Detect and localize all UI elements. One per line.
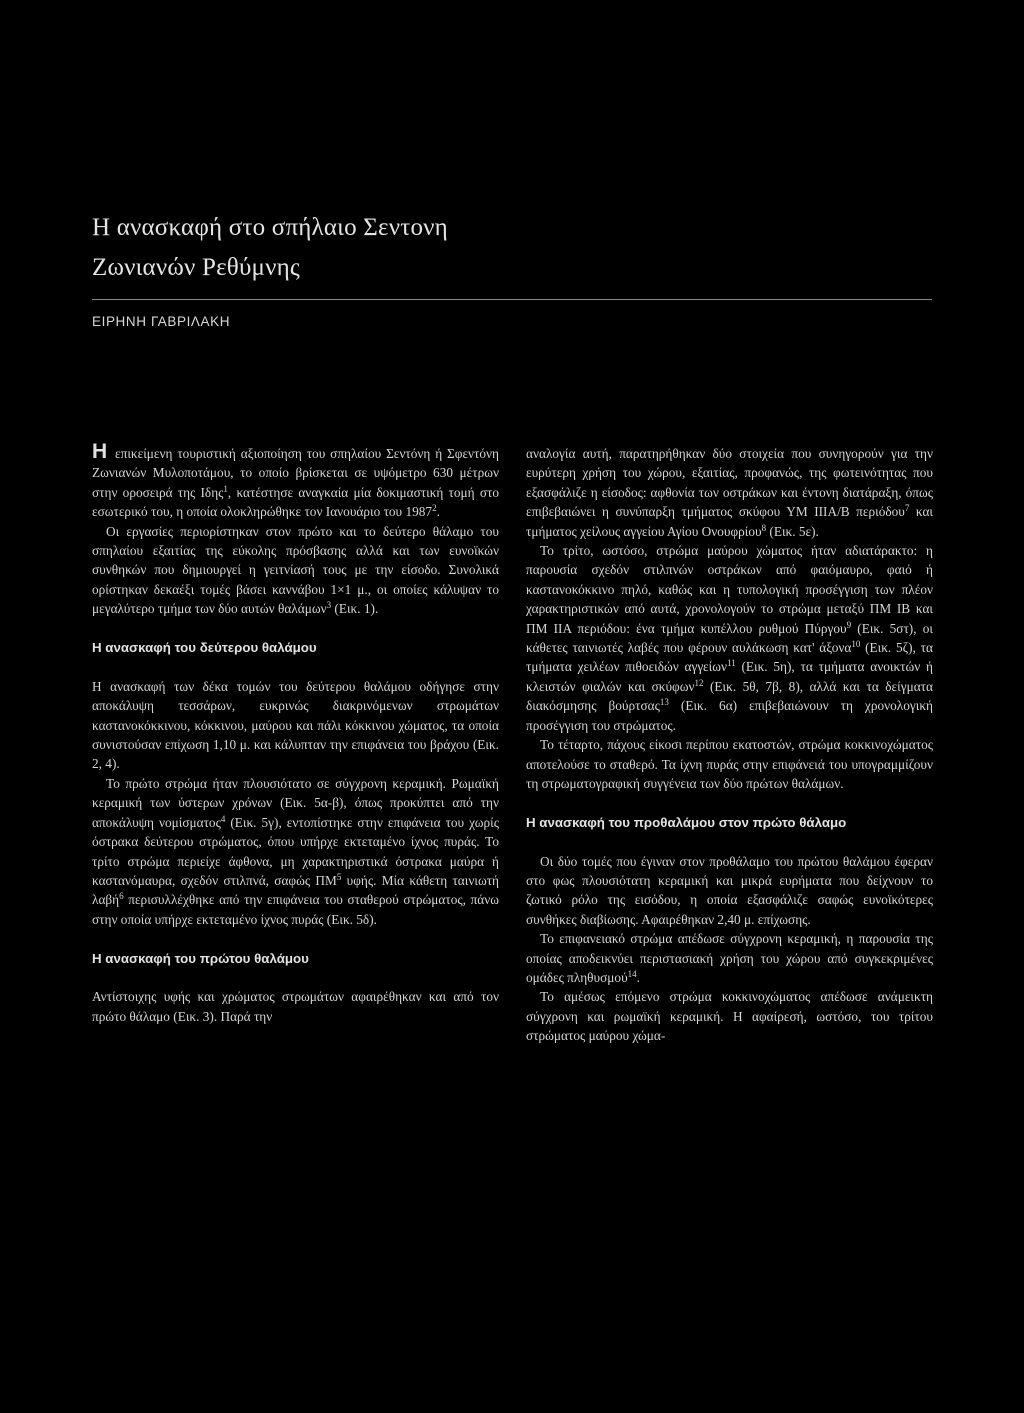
footnote-ref: 5: [336, 871, 342, 882]
drop-cap: Η: [92, 440, 108, 463]
footnote-ref: 1: [223, 483, 228, 494]
text-run: (Εικ. 5ζ), τα τμήματα χειλέων πιθοειδών αγγείων: [526, 640, 933, 675]
text-run: Το τρίτο, ωστόσο, στρώμα μαύρου χώματος ήταν αδιατάρακτο: η παρουσία σχεδόν στιλπνών οστράκων από φαιόμαυρο, φαιό ή καστανοκόκκινο πηλό, καθώς και η τυπολογική προσέγγιση των πλέον χαρακτηριστικών από αυτά, χρονολογούν το στρώμα μεταξύ ΠΜ ΙΒ και ΠΜ ΙΙΑ περιόδου: ένα τμήμα κυπέλλου ρυθμού Πύργου: [526, 543, 933, 636]
paragraph: [526, 929, 933, 987]
footnote-ref: 14: [627, 968, 637, 979]
footnote-ref: 2: [432, 503, 437, 514]
paragraph: Η ανασκαφή των δέκα τομών του δεύτερου θαλάμου οδήγησε στην αποκάλυψη τεσσάρων, ευκρινώς διακρινόμενων στρωμάτων καστανοκόκκινου, κόκκινου, μαύρου και πάλι κόκκινου χώματος, τα οποία συνιστούσαν επίχωση 1,10 μ. και κάλυπταν την επιφάνεια του βράχου (Εικ. 2, 4).: [92, 678, 499, 772]
spacer: [526, 793, 933, 812]
section-heading: Η ανασκαφή του πρώτου θαλάμου: [92, 950, 309, 966]
paragraph: Αντίστοιχης υφής και χρώματος στρωμάτων αφαιρέθηκαν και από τον πρώτο θάλαμο (Εικ. 3). Παρά την: [92, 989, 499, 1024]
footnote-ref: 6: [119, 891, 124, 902]
footnote-ref: 9: [846, 619, 852, 630]
paragraph: [526, 541, 933, 735]
title-divider: [92, 299, 932, 300]
paragraph: [526, 444, 933, 541]
text-column-left: [92, 440, 500, 1026]
spacer: [92, 968, 499, 987]
spacer: [92, 619, 499, 638]
text-run: Το επιφανειακό στρώμα απέδωσε σύγχρονη κεραμική, η παρουσία της οποίας αποδεικνύει περιστασιακή χρήση του χώρου από συγκεκριμένες ομάδες πληθυσμού: [526, 931, 933, 985]
spacer: [92, 657, 499, 676]
text-run: (Εικ. 1).: [331, 601, 379, 617]
article-title: [92, 208, 792, 288]
paragraph: [92, 774, 499, 929]
footnote-ref: 11: [726, 658, 736, 669]
paragraph: Οι δύο τομές που έγιναν στον προθάλαμο του πρώτου θαλάμου έφεραν στο φως πλουσιότατη κεραμική και μικρά ευρήματα που δείχνουν το ζωτικό ρόλο της εισόδου, η οποία εξασφάλιζε σαφώς ευνοϊκότερες συνθήκες διαβίωσης. Αφαιρέθηκαν 2,40 μ. επίχωσης.: [526, 853, 933, 927]
footnote-ref: 12: [694, 677, 704, 688]
text-run: (Εικ. 5γ), εντοπίστηκε στην επιφάνεια του χωρίς όστρακα δεύτερου στρώματος, όπου υπήρχε εκτεταμένο ίχνος πυράς. Το τρίτο στρώμα περιείχε άφθονα, μη χαρακτηριστικά όστρακα μαύρα ή καστανόμαυρα, σχεδόν στιλπνά, σαφώς ΠΜ: [92, 814, 499, 888]
section-heading: Η ανασκαφή του προθαλάμου στον πρώτο θάλαμο: [526, 814, 847, 830]
text-run: Το πρώτο στρώμα ήταν πλουσιότατο σε σύγχρονη κεραμική. Ρωμαϊκή κεραμική των ύστερων χρόνων (Εικ. 5α-β), όπως προκύπτει από την αποκάλυψη νομίσματος: [92, 775, 499, 830]
text-column-right: [526, 444, 933, 1046]
text-run: υφής. Μία κάθετη ταινιωτή λαβή: [92, 872, 499, 908]
text-run: επικείμενη τουριστική αξιοποίηση του σπηλαίου Σεντόνη ή Σφεντόνη Ζωνιανών Μυλοποτάμου, το οποίο βρίσκεται σε υψόμετρο 630 μέτρων στην οροσειρά της Ιδης: [92, 446, 500, 500]
text-run: (Εικ. 6α) επιβεβαιώνουν τη χρονολογική προσέγγιση του στρώματος.: [526, 698, 933, 733]
text-run: .: [436, 504, 440, 520]
paragraph: [92, 522, 499, 619]
text-run: .: [636, 969, 640, 985]
text-run: (Εικ. 5ε).: [766, 523, 819, 539]
footnote-ref: 4: [220, 813, 226, 824]
text-run: περισυλλέχθηκε από την επιφάνεια του σταθερού στρώματος, πάνω στην οποία υπήρχε εκτεταμένο ίχνος πυράς (Εικ. 5δ).: [92, 892, 499, 927]
footnote-ref: 13: [659, 697, 669, 708]
footnote-ref: 10: [851, 639, 861, 650]
text-run: (Εικ. 5θ, 7β, 8), αλλά και τα δείγματα διακόσμησης βούρτσας: [526, 678, 933, 714]
text-run: και τμήματος χείλους αγγείου Αγίου Ονουφρίου: [526, 504, 934, 539]
section-heading: Η ανασκαφή του δεύτερου θαλάμου: [92, 640, 317, 656]
author-name: ΕΙΡΗΝΗ ΓΑΒΡΙΛΑΚΗ: [92, 314, 231, 329]
footnote-ref: 3: [326, 600, 332, 611]
footnote-ref: 8: [761, 522, 767, 533]
text-run: αναλογία αυτή, παρατηρήθηκαν δύο στοιχεία που συνηγορούν για την ευρύτερη χρήση του χώρου, εξαιτίας, προφανώς, της φωτεινότητας που εξασφάλιζε η είσοδος: αφθονία των οστράκων και έντονη διατάραξη, όπως επιβεβαιώνει η συνύπαρξη τμήματος σκύφου ΥΜ ΙΙΙΑ/Β περιόδου: [526, 446, 933, 520]
spacer: [526, 832, 933, 851]
spacer: [92, 929, 499, 948]
text-run: , κατέστησε αναγκαία μία δοκιμαστική τομή στο εσωτερικό του, η οποία ολοκληρώθηκε τον Ιανουάριο του 1987: [92, 484, 499, 520]
text-run: (Εικ. 5η), τα τμήματα ανοικτών ή κλειστών φιαλών και σκύφων: [526, 659, 934, 694]
text-run: Οι εργασίες περιορίστηκαν στον πρώτο και το δεύτερο θάλαμο του σπηλαίου εξαιτίας της εύκολης πρόσβασης αλλά και των ευνοϊκών συνθηκών που δημιουργεί η γειτνίασή τους με την είσοδο. Συνολικά ορίστηκαν δεκαέξι τομές βάσει καννάβου 1×1 μ., οι οποίες κάλυψαν το μεγαλύτερο τμήμα των δύο αυτών θαλάμων: [92, 523, 499, 617]
title-line-2: Ζωνιανών Ρεθύμνης: [92, 254, 301, 281]
footnote-ref: 7: [904, 503, 910, 514]
title-line-1: Η ανασκαφή στο σπήλαιο Σεντονη: [92, 214, 448, 241]
paragraph: Το τέταρτο, πάχους είκοσι περίπου εκατοστών, στρώμα κοκκινοχώματος αποτελούσε το σταθερό. Τα ίχνη πυράς στην επιφάνειά του υπογραμμίζουν τη στρωματογραφική συγγένεια των δύο πρώτων θαλάμων.: [526, 737, 933, 791]
paragraph: [92, 440, 500, 522]
paragraph: Το αμέσως επόμενο στρώμα κοκκινοχώματος απέδωσε ανάμεικτη σύγχρονη και ρωμαϊκή κεραμική. Η αφαίρεσή, ωστόσο, του τρίτου στρώματος μαύρου χώμα-: [526, 989, 933, 1044]
text-run: (Εικ. 5στ), οι κάθετες ταινιωτές λαβές που φέρουν αυλάκωση κατ' άξονα: [526, 620, 933, 656]
